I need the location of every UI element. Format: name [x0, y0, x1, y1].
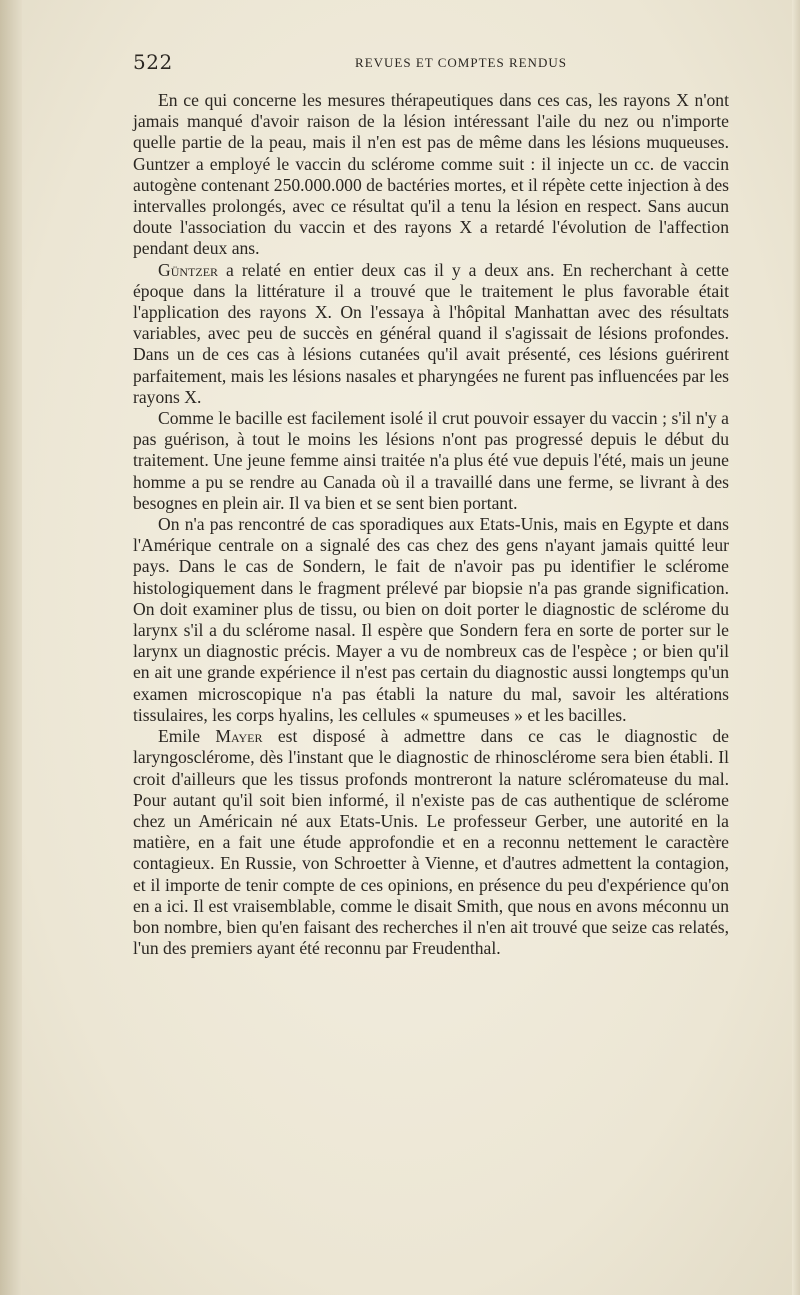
author-name-mayer: Mayer [215, 726, 263, 747]
paragraph-4: On n'a pas rencontré de cas sporadiques aux Etats-Unis, mais en Egypte et dans l'Amérique centrale on a signalé des cas chez des gens n'ayant jamais quitté leur pays. Dans le cas de Sondern, le fait de n'avoir pas pu identifier le sclérome histologiquement dans le fragment prélevé par biopsie n'a pas grande signification. On doit examiner plus de tissu, ou bien on doit porter le diagnostic de sclérome du larynx s'il a du sclérome nasal. Il espère que Sondern fera en sorte de porter sur le larynx un diagnostic précis. Mayer a vu de nombreux cas de l'espèce ; or bien qu'il en ait une grande expérience il n'est pas certain du diagnostic aussi longtemps qu'un examen microscopique n'a pas établi la nature du mal, savoir les altérations tissulaires, les corps hyalins, les cellules « spumeuses » et les bacilles. [133, 514, 729, 725]
paragraph-5-prefix: Emile [158, 726, 216, 747]
paragraph-1: En ce qui concerne les mesures thérapeutiques dans ces cas, les rayons X n'ont jamais manqué d'avoir raison de la lésion intéressant l'aile du nez ou n'importe quelle partie de la peau, mais il n'en est pas de même dans les lésions muqueuses. Guntzer a employé le vaccin du sclérome comme suit : il injecte un cc. de vaccin autogène contenant 250.000.000 de bactéries mortes, et il répète cette injection à des intervalles prolongés, avec ce résultat qu'il a tenu la lésion en respect. Sans aucun doute l'association du vaccin et des rayons X a retardé l'évolution de l'affection pendant deux ans. [133, 90, 729, 259]
paragraph-2 [133, 260, 729, 408]
article-body [133, 90, 729, 959]
page-header [133, 50, 729, 76]
page-number: 522 [133, 50, 173, 74]
running-head: REVUES ET COMPTES RENDUS [355, 55, 567, 70]
paragraph-2-text: a relaté en entier deux cas il y a deux ans. En recherchant à cette époque dans la littérature il a trouvé que le traitement le plus favorable était l'application des rayons X. On l'essaya à l'hôpital Manhattan avec des résultats variables, avec peu de succès en général quand il s'agissait de lésions profondes. Dans un de ces cas à lésions cutanées qu'il avait présenté, ces lésions guérirent parfaitement, mais les lésions nasales et pharyngées ne furent pas influencées par les rayons X. [133, 259, 729, 407]
paragraph-5-text: est disposé à admettre dans ce cas le diagnostic de laryngosclérome, dès l'instant que le diagnostic de rhinosclérome sera bien établi. Il croit d'ailleurs que les tissus profonds montreront la nature scléromateuse du mal. Pour autant qu'il soit bien informé, il n'existe pas de cas authentique de sclérome chez un Américain né aux Etats-Unis. Le professeur Gerber, une autorité en la matière, en a fait une étude approfondie et en a reconnu nettement le caractère contagieux. En Russie, von Schroetter à Vienne, et d'autres admettent la contagion, et il importe de tenir compte de ces opinions, en présence du peu d'expérience qu'on en a ici. Il est vraisemblable, comme le disait Smith, que nous en avons méconnu un bon nombre, bien qu'en faisant des recherches il n'en ait trouvé que seize cas relatés, l'un des premiers ayant été reconnu par Freudenthal. [133, 726, 729, 959]
paragraph-3: Comme le bacille est facilement isolé il crut pouvoir essayer du vaccin ; s'il n'y a pas guérison, à tout le moins les lésions n'ont pas progressé depuis le début du traitement. Une jeune femme ainsi traitée n'a plus été vue depuis l'été, mais un jeune homme a pu se rendre au Canada où il a travaillé dans une ferme, se livrant à des besognes en plein air. Il va bien et se sent bien portant. [133, 408, 729, 513]
paragraph-5 [133, 726, 729, 959]
author-name-guntzer: Güntzer [158, 259, 219, 280]
page-shadow-right [792, 0, 800, 1295]
page-shadow-left [0, 0, 22, 1295]
